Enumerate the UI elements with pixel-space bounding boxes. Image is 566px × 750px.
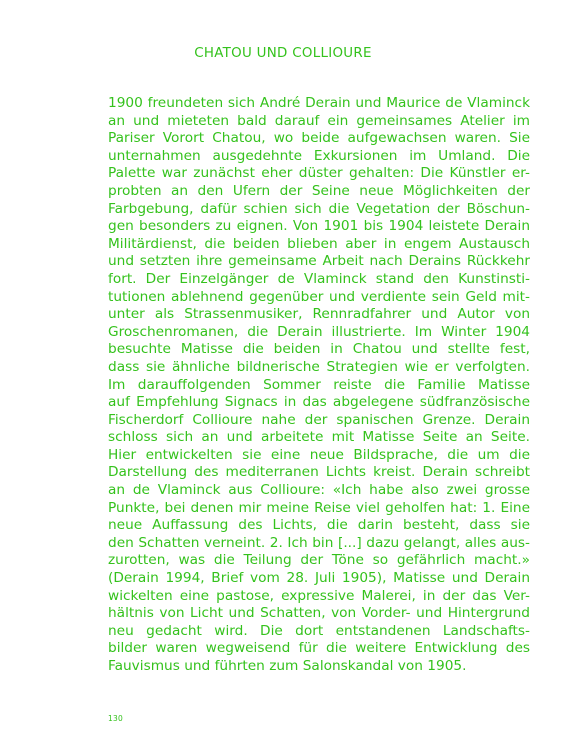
text-line: an und mieteten bald darauf ein gemeinsames Atelier im — [108, 112, 530, 129]
text-line: und setzten ihre gemeinsame Arbeit nach Derains Rückkehr — [108, 253, 530, 270]
text-line: zurotten, was die Teilung der Töne so gefährlich macht.» — [108, 552, 530, 569]
text-line: schloss sich an und arbeitete mit Matisse Seite an Seite. — [108, 429, 530, 446]
text-line: (Derain 1994, Brief vom 28. Juli 1905), Matisse und Derain — [108, 570, 530, 587]
text-line: Punkte, bei denen mir meine Reise viel geholfen hat: 1. Eine — [108, 499, 530, 516]
text-line: dass sie ähnliche bildnerische Strategien wie er verfolgten. — [108, 358, 530, 375]
text-line: Pariser Vorort Chatou, wo beide aufgewachsen waren. Sie — [108, 130, 530, 147]
text-line: hältnis von Licht und Schatten, von Vorder- und Hintergrund — [108, 605, 530, 622]
text-line: auf Empfehlung Signacs in das abgelegene südfranzösische — [108, 394, 530, 411]
text-line: neu gedacht wird. Die dort entstandenen Landschafts- — [108, 622, 530, 639]
text-line: Militärdienst, die beiden blieben aber in engem Austausch — [108, 235, 530, 252]
text-line: besuchte Matisse die beiden in Chatou und stellte fest, — [108, 341, 530, 358]
text-line: Palette war zunächst eher düster gehalten: Die Künstler er- — [108, 165, 530, 182]
text-line: Im darauffolgenden Sommer reiste die Familie Matisse — [108, 376, 530, 393]
text-line: wickelten eine pastose, expressive Malerei, in der das Ver- — [108, 587, 530, 604]
text-line: unternahmen ausgedehnte Exkursionen im Umland. Die — [108, 147, 530, 164]
page-number: 130 — [108, 714, 123, 723]
text-line: Groschenromanen, die Derain illustrierte. Im Winter 1904 — [108, 323, 530, 340]
text-line: bilder waren wegweisend für die weitere Entwicklung des — [108, 640, 530, 657]
text-line: gen besonders zu eignen. Von 1901 bis 1904 leistete Derain — [108, 218, 530, 235]
text-line: Farbgebung, dafür schien sich die Vegetation der Böschun- — [108, 200, 530, 217]
text-line: tutionen ablehnend gegenüber und verdiente sein Geld mit- — [108, 288, 530, 305]
body-paragraph — [108, 95, 530, 676]
text-line: Hier entwickelten sie eine neue Bildsprache, die um die — [108, 446, 530, 463]
text-line-last: Fauvismus und führten zum Salonskandal von 1905. — [108, 658, 467, 674]
text-line: an de Vlaminck aus Collioure: «Ich habe also zwei grosse — [108, 482, 530, 499]
text-line: unter als Strassenmusiker, Rennradfahrer und Autor von — [108, 306, 530, 323]
text-line: fort. Der Einzelgänger de Vlaminck stand den Kunstinsti- — [108, 270, 530, 287]
text-line: 1900 freundeten sich André Derain und Maurice de Vlaminck — [108, 95, 530, 111]
text-line: den Schatten verneint. 2. Ich bin [...] dazu gelangt, alles aus- — [108, 534, 530, 551]
text-line: neue Auffassung des Lichts, die darin besteht, dass sie — [108, 517, 530, 534]
text-line: probten an den Ufern der Seine neue Möglichkeiten der — [108, 182, 530, 199]
text-line: Fischerdorf Collioure nahe der spanischen Grenze. Derain — [108, 411, 530, 428]
chapter-heading: CHATOU UND COLLIOURE — [194, 46, 372, 61]
text-line: Darstellung des mediterranen Lichts kreist. Derain schreibt — [108, 464, 530, 481]
